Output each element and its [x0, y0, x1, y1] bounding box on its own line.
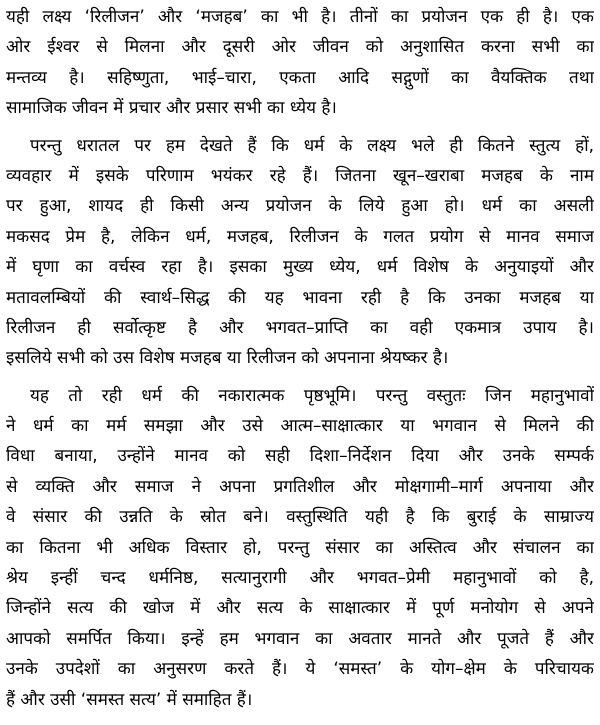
text-line: में घृणा का वर्चस्व रहा है। इसका मुख्य ध्येय, धर्म विशेष के अनुयाइयों और	[6, 257, 594, 278]
text-line: श्रेय इन्हीं चन्द धर्मनिष्ठ, सत्यानुरागी और भगवत–प्रेमी महानुभावों को है,	[6, 568, 594, 589]
text-line: रिलीजन ही सर्वोत्कृष्ट है और भगवत–प्राप्ति का वही एकमात्र उपाय है।	[6, 317, 594, 338]
text-line: वे संसार की उन्नति के स्रोत बने। वस्तुस्थिति यही है कि बुराई के साम्राज्य	[6, 507, 594, 528]
text-line: मतावलम्बियों की स्वार्थ–सिद्ध की यह भावना रही है कि उनका मजहब या	[6, 287, 594, 308]
text-line: यही लक्ष्य ‘रिलीजन’ और ‘मजहब’ का भी है। तीनों का प्रयोजन एक ही है। एक	[6, 7, 594, 27]
text-line: ने धर्म का मर्म समझा और उसे आत्म–साक्षात्कार या भगवान से मिलने की	[6, 416, 594, 437]
text-line: हैं और उसी ‘समस्त सत्य’ में समाहित हैं।	[6, 689, 253, 710]
text-line: सामाजिक जीवन में प्रचार और प्रसार सभी का ध्येय है।	[6, 98, 337, 119]
text-line: आपको समर्पित किया। इन्हें हम भगवान का अवतार मानते और पूजते हैं और	[6, 628, 594, 649]
text-line: से व्यक्ति और समाज ने अपना प्रगतिशील और मोक्षगामी–मार्ग अपनाया और	[6, 476, 594, 497]
text-line: का कितना भी अधिक विस्तार हो, परन्तु संसार का अस्तित्व और संचालन का	[6, 537, 594, 558]
paragraph-1	[6, 2, 594, 124]
text-line: मकसद प्रेम है, लेकिन धर्म, मजहब, रिलीजन के गलत प्रयोग से मानव समाज	[6, 226, 594, 247]
paragraph-3	[6, 381, 594, 715]
text-line: व्यवहार में इसके परिणाम भयंकर रहे हैं। जितना खून–खराबा मजहब के नाम	[6, 165, 594, 186]
text-line: मन्तव्य है। सहिष्णुता, भाई–चारा, एकता आदि सद्गुणों का वैयक्तिक तथा	[6, 67, 594, 88]
text-line: यह तो रही धर्म की नकारात्मक पृष्ठभूमि। परन्तु वस्तुतः जिन महानुभावों	[30, 385, 594, 406]
text-line: परन्तु धरातल पर हम देखते हैं कि धर्म के लक्ष्य भले ही कितने स्तुत्य हों,	[30, 135, 594, 156]
text-line: पर हुआ, शायद ही किसी अन्य प्रयोजन के लिये हुआ हो। धर्म का असली	[6, 196, 594, 217]
paragraph-2	[6, 131, 594, 374]
text-line: जिन्होंने सत्य की खोज में और सत्य के साक्षात्कार में पूर्ण मनोयोग से अपने	[6, 598, 594, 619]
text-line: उनके उपदेशों का अनुसरण करते हैं। ये ‘समस्त’ के योग–क्षेम के परिचायक	[6, 659, 594, 680]
text-line: इसलिये सभी को उस विशेष मजहब या रिलीजन को अपनाना श्रेयष्कर है।	[6, 348, 449, 369]
text-line: ओर ईश्वर से मिलना और दूसरी ओर जीवन को अनुशासित करना सभी का	[6, 37, 594, 58]
text-line: विधा बनाया, उन्होंने मानव को सही दिशा–निर्देशन दिया और उनके सम्पर्क	[6, 446, 594, 467]
